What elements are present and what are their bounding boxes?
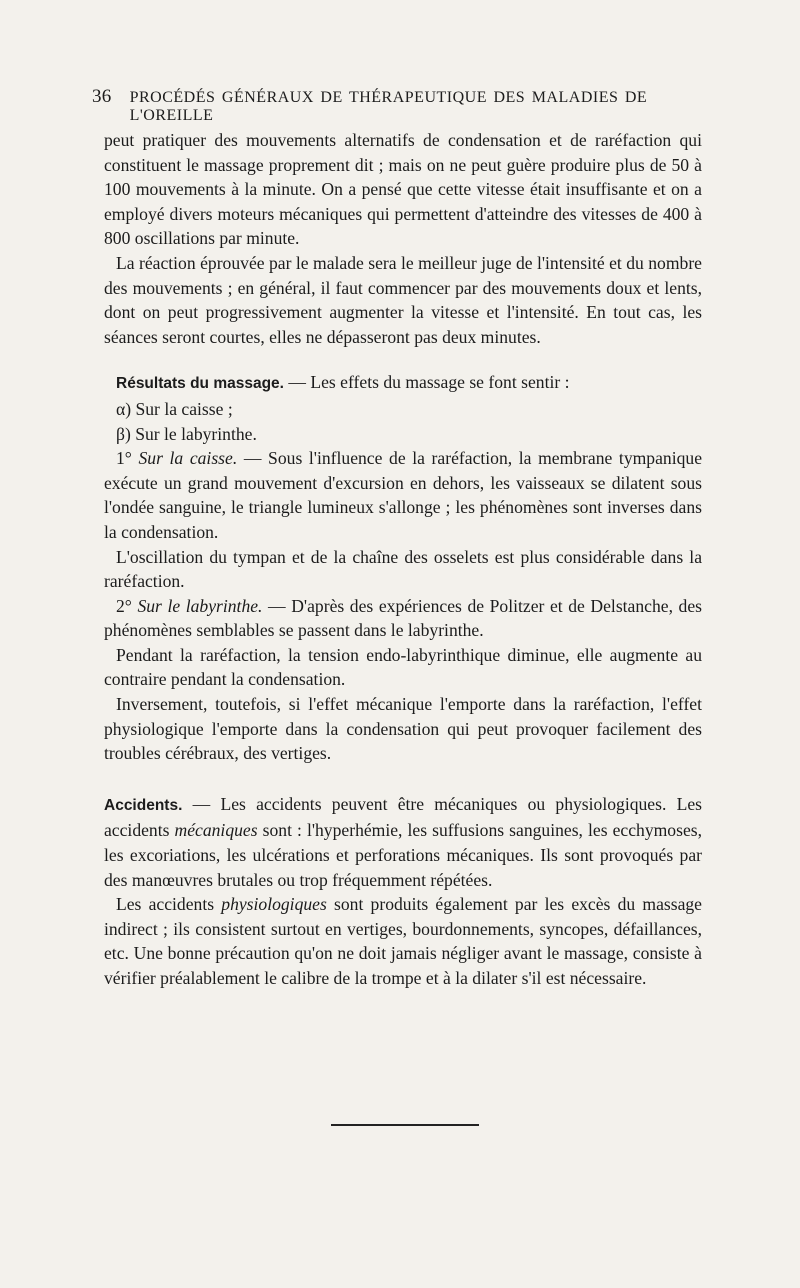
accidents-text-4: sont produits également par les excès du massage indirect ; ils consistent surtout en vertiges, bourdonnements, syncopes, défaillances, etc. Une bonne précaution qu'on ne doit jamais négliger avant le massage, consiste à vérifier préalablement le calibre de la trompe et à la dilater s'il est nécessaire. [104, 894, 702, 988]
paragraph-inversement: Inversement, toutefois, si l'effet mécanique l'emporte dans la raréfaction, l'effet physiologique l'emporte dans la condensation qui peut provoquer facilement des troubles cérébraux, des vertiges. [104, 694, 702, 764]
results-item-b: β) Sur le labyrinthe. [116, 423, 257, 444]
results-item-a: α) Sur la caisse ; [116, 398, 233, 419]
section-caisse-number: 1° [116, 448, 132, 469]
results-heading: Résultats du massage. [116, 375, 284, 393]
paragraph-continuation: peut pratiquer des mouvements alternatifs de condensation et de raréfaction qui constituent le massage proprement dit ; mais on ne peut guère produire plus de 50 à 100 mouvements à la minute. On a pensé que cette vitesse était insuffisante et on a employé divers moteurs mécaniques qui permettent d'atteindre des vitesses de 400 à 800 oscillations par minute. [104, 130, 702, 249]
accidents-italic-mecaniques: mécaniques [174, 820, 258, 841]
paragraph-reaction: La réaction éprouvée par le malade sera le meilleur juge de l'intensité et du nombre des mouvements ; en général, il faut commencer par des mouvements doux et lents, dont on peut progressivement augmenter la vitesse et l'intensité. En tout cas, les séances seront courtes, elles ne dépasseront pas deux minutes. [104, 252, 702, 347]
end-rule [331, 1124, 479, 1126]
paragraph-rarefaction: Pendant la raréfaction, la tension endo-labyrinthique diminue, elle augmente au contraire pendant la condensation. [104, 644, 702, 690]
accidents-text-1: — Les accidents peuvent être mécaniques ou physiologiques. Les accidents [104, 793, 702, 841]
accidents-heading: Accidents. [104, 796, 183, 814]
section-labyrinthe-number: 2° [116, 595, 132, 616]
accidents-text-3: Les accidents [116, 894, 222, 915]
section-caisse-text: — Sous l'influence de la raréfaction, la membrane tympanique exécute un grand mouvement d'excursion en dehors, les vaisseaux se dilatent sous l'ondée sanguine, le triangle lumineux s'allonge ; les phénomènes sont inverses dans la condensation. [104, 448, 703, 542]
accidents-text-2: sont : l'hyperhémie, les suffusions sanguines, les ecchymoses, les excoriations, les ulcérations et perforations mécaniques. Ils sont provoqués par des manœuvres brutales ou trop fréquemment répétées. [104, 820, 702, 890]
section-caisse-title: Sur la caisse. [138, 448, 238, 469]
page-number: 36 [92, 86, 112, 107]
page-body [104, 128, 702, 991]
section-labyrinthe [104, 594, 702, 643]
running-title: PROCÉDÉS GÉNÉRAUX DE THÉRAPEUTIQUE DES MALADIES DE L'OREILLE [129, 89, 648, 124]
accidents-italic-physiologiques: physiologiques [221, 894, 327, 915]
results-intro: — Les effets du massage se font sentir : [283, 372, 570, 393]
paragraph-oscillation: L'oscillation du tympan et de la chaîne des osselets est plus considérable dans la raréfaction. [104, 546, 702, 592]
accidents-physiologiques-paragraph [104, 892, 702, 990]
accidents-paragraph [104, 792, 702, 892]
section-labyrinthe-text: — D'après des expériences de Politzer et de Delstanche, des phénomènes semblables se passent dans le labyrinthe. [104, 595, 703, 641]
section-caisse [104, 446, 702, 544]
results-paragraph [104, 370, 702, 397]
section-labyrinthe-title: Sur le labyrinthe. [137, 595, 263, 616]
running-header [92, 86, 712, 125]
